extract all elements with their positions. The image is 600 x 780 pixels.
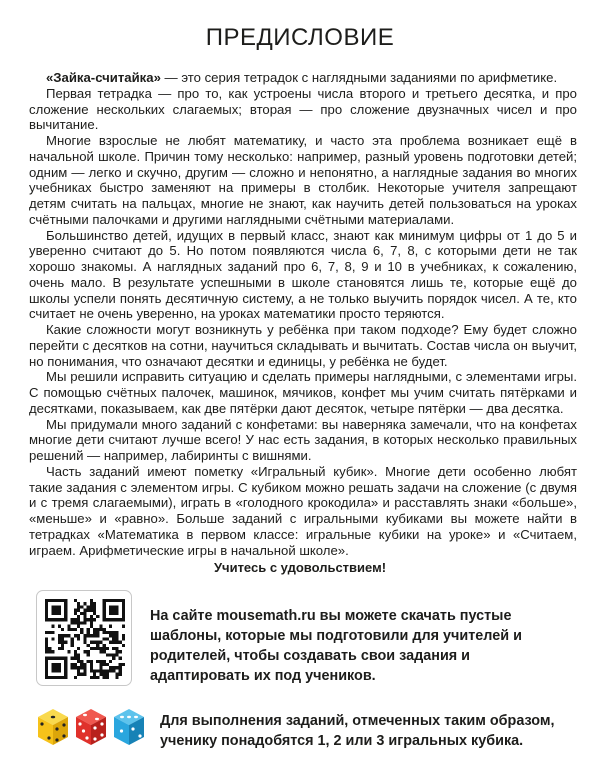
dice-blue-icon xyxy=(112,707,146,747)
dice-group xyxy=(36,707,146,751)
qr-code-card xyxy=(36,590,132,686)
dice-yellow-icon xyxy=(36,707,70,747)
paragraph: Мы придумали много заданий с конфетами: вы наверняка замечали, что на конфетах многие дети считают лучше всего! У нас есть задания, в которых несколько правильных решений — например, лабиринты с вишнями. xyxy=(29,416,577,463)
paragraph: Многие взрослые не любят математику, и часто эта проблема возникает ещё в начальной школе. Причин тому несколько: например, разный уровень подготовки детей; одним — легко и скучно, другим — сложно и непонятно, а наглядные задания во многих учебниках быстро заменяют на примеры в столбик. Некоторые учителя запрещают детям считать на пальцах, многие не знают, как научить детей пользоваться на уроках счётными палочками и другими наглядными счётными материалами. xyxy=(29,133,577,227)
paragraph: Большинство детей, идущих в первый класс, знают как минимум цифры от 1 до 5 и уверенно считают до 5. Но потом появляются числа 6, 7, 8, с которыми дети не так хорошо знакомы. А наглядных заданий про 6, 7, 8, 9 и 10 в учебниках, к сожалению, очень мало. В результате успешными в школе становятся лишь те, которые ещё до школы успели понять десятичную систему, а не только выучить порядок чисел. А те, кто считает не очень уверенно, на уроках математики просто теряются. xyxy=(29,227,577,322)
paragraph: Какие сложности могут возникнуть у ребёнка при таком подходе? Ему будет сложно перейти с десятков на сотни, научиться складывать и вычитать. Состав числа он выучит, но понимания, что означают десятки и единицы, у ребёнка не будет. xyxy=(29,322,577,369)
site-note: На сайте mousemath.ru вы можете скачать пустые шаблоны, которые мы подготовили для учителей и родителей, чтобы создавать свои задания и адаптировать их под учеников. xyxy=(150,608,522,684)
dice-red-icon xyxy=(74,707,108,747)
dice-note: Для выполнения заданий, отмеченных таким образом, ученику понадобятся 1, 2 или 3 игральных кубика. xyxy=(160,713,555,749)
paragraph: Мы решили исправить ситуацию и сделать примеры наглядными, с элементами игры. С помощью счётных палочек, машинок, мячиков, конфет мы учим считать пятёрками и десятками, показываем, как две пятёрки дают десяток, четыре пятёрки — два десятка. xyxy=(29,369,577,416)
paragraph: «Зайка-считайка» — это серия тетрадок с наглядными заданиями по арифметике. xyxy=(46,70,558,85)
closing-line: Учитесь с удовольствием! xyxy=(213,560,387,575)
paragraph: Первая тетрадка — про то, как устроены числа второго и третьего десятка, и про сложение нескольких слагаемых; вторая — про сложение двузначных чисел и про вычитание. xyxy=(29,85,577,133)
paragraph: Часть заданий имеют пометку «Игральный кубик». Многие дети особенно любят такие задания с элементом игры. С кубиком можно решать задачи на сложение (с двумя и с тремя слагаемыми), играть в «голодного крокодила» и расставлять знаки «больше», «меньше» и «равно». Больше заданий с игральными кубиками вы можете найти в тетрадках «Математика в первом классе: игральные кубики на уроке» и «Считаем, играем. Арифметические игры в начальной школе». xyxy=(29,463,577,558)
qr-code-icon xyxy=(45,599,125,679)
preface-text xyxy=(29,70,577,558)
page-title: ПРЕДИСЛОВИЕ xyxy=(205,24,395,51)
